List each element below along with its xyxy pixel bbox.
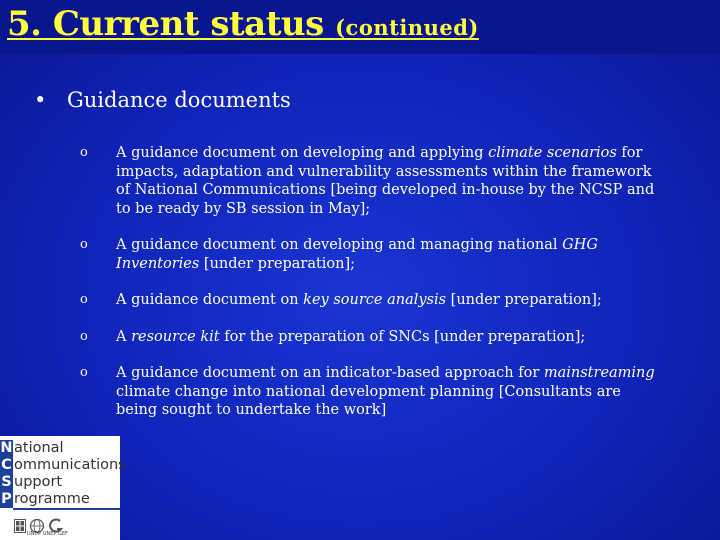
list-item: [78, 328, 658, 347]
sub-bullet-icon: o: [80, 292, 88, 307]
guidance-list: [78, 144, 658, 438]
logo-word: ommunications: [14, 457, 126, 473]
item-text: A: [116, 328, 132, 345]
undp-icon: [14, 519, 26, 533]
title-sub: (continued): [335, 15, 479, 40]
item-emphasis: mainstreaming: [543, 365, 655, 381]
bullet-icon: •: [34, 88, 47, 112]
item-emphasis: key source analysis: [303, 292, 447, 308]
logo-row: [0, 457, 126, 474]
title-main: 5. Current status: [7, 4, 336, 44]
list-item: [78, 144, 658, 218]
sub-bullet-icon: o: [80, 237, 88, 252]
item-text: [under preparation];: [199, 255, 356, 272]
item-text: A guidance document on developing and applying: [116, 145, 489, 161]
logo-word: ational: [14, 440, 64, 456]
section-heading: [34, 88, 291, 112]
item-text: for the preparation of SNCs [under preparation];: [219, 328, 586, 345]
section-heading-text: Guidance documents: [67, 88, 291, 112]
logo-letter: P: [1, 491, 12, 507]
logo-word: upport: [14, 474, 63, 490]
sponsor-label: UNDP UNEP GEF: [27, 531, 68, 537]
logo-letter: S: [1, 474, 12, 490]
item-text: A guidance document on an indicator-based approach for: [116, 365, 544, 381]
sub-bullet-icon: o: [80, 145, 88, 160]
ncsp-logo: [0, 436, 126, 540]
logo-letter: N: [0, 440, 13, 456]
item-text: climate change into national development planning [Consultants are being sought to undertake the work]: [116, 383, 621, 418]
item-text: [under preparation];: [446, 292, 602, 308]
logo-word: rogramme: [14, 491, 90, 507]
logo-letter: C: [1, 457, 12, 473]
item-text: A guidance document on developing and managing national: [116, 237, 563, 253]
item-text: for impacts, adaptation and vulnerability assessments within the framework of National Communications [being developed in-house by the NCSP and to be ready by SB session in May];: [116, 145, 655, 217]
logo-row: [0, 440, 64, 457]
sub-bullet-icon: o: [80, 365, 88, 380]
sub-bullet-icon: o: [80, 328, 88, 344]
logo-row: [0, 491, 90, 508]
item-emphasis: resource kit: [131, 328, 220, 345]
logo-divider: [13, 508, 120, 510]
slide-title: [7, 4, 479, 44]
list-item: [78, 364, 658, 420]
list-item: [78, 291, 658, 310]
list-item: [78, 236, 658, 273]
item-emphasis: climate scenarios: [488, 145, 617, 161]
item-emphasis: GHG Inventories: [116, 237, 598, 272]
item-text: A guidance document on: [116, 292, 304, 308]
logo-row: [0, 474, 62, 491]
